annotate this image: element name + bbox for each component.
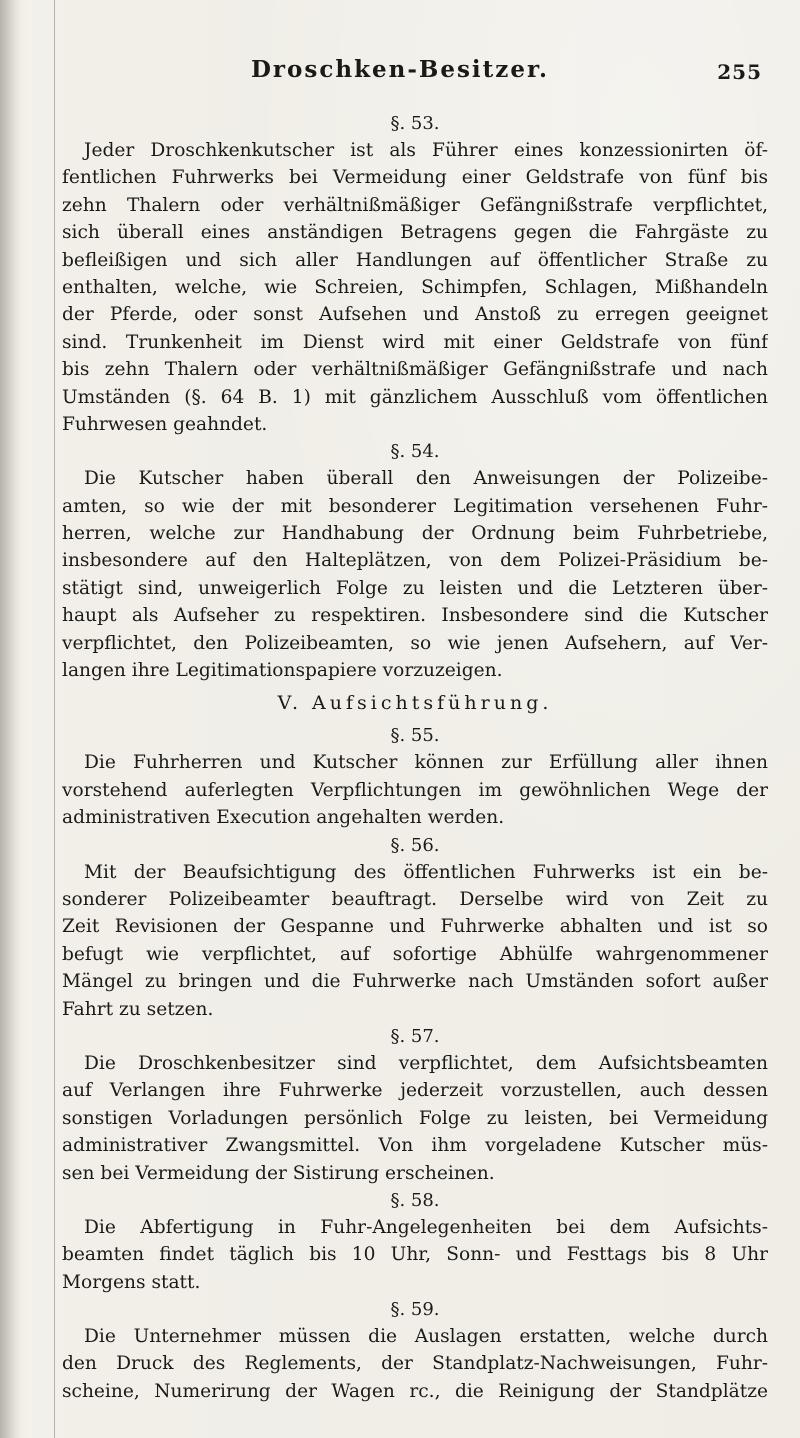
text-line: der Pferde, oder sonst Aufsehen und Anstoß zu erregen geeignet <box>62 304 768 326</box>
text-line: amten, so wie der mit besonderer Legitimation versehenen Fuhr- <box>62 495 768 517</box>
section-number: §. 59. <box>390 1299 440 1321</box>
text-line: Jeder Droschkenkutscher ist als Führer eines konzessionirten öf- <box>84 140 768 161</box>
text-line: Umständen (§. 64 B. 1) mit gänzlichem Ausschluß vom öffentlichen <box>62 386 768 408</box>
text-line: auf Verlangen ihre Fuhrwerke jederzeit vorzustellen, auch dessen <box>62 1080 768 1102</box>
text-line: sich überall eines anständigen Betragens gegen die Fahrgäste zu <box>62 222 768 244</box>
text-line: stätigt sind, unweigerlich Folge zu leisten und die Letzteren über- <box>62 577 768 599</box>
section-number: §. 58. <box>390 1189 440 1211</box>
text-line: Mit der Beaufsichtigung des öffentlichen Fuhrwerks ist ein be- <box>84 861 768 883</box>
margin-rule <box>54 0 55 1438</box>
text-line: sind. Trunkenheit im Dienst wird mit einer Geldstrafe von fünf <box>62 331 768 353</box>
text-line: Fahrt zu setzen. <box>62 998 214 1020</box>
text-line: langen ihre Legitimationspapiere vorzuzeigen. <box>62 660 503 682</box>
text-line: beamten findet täglich bis 10 Uhr, Sonn- und Festtags bis 8 Uhr <box>62 1244 768 1266</box>
text-line: Mängel zu bringen und die Fuhrwerke nach Umständen sofort außer <box>62 971 768 993</box>
text-line: Die Droschkenbesitzer sind verpflichtet, dem Aufsichtsbeamten <box>84 1052 768 1074</box>
text-line: insbesondere auf den Halteplätzen, von dem Polizei-Präsidium be- <box>62 550 768 572</box>
text-line: befugt wie verpflichtet, auf sofortige Abhülfe wahrgenommener <box>62 943 768 965</box>
text-line: den Druck des Reglements, der Standplatz-Nachweisungen, Fuhr- <box>62 1353 768 1375</box>
binding-shadow <box>0 0 22 1438</box>
text-line: vorstehend auferlegten Verpflichtungen im gewöhnlichen Wege der <box>62 779 768 801</box>
section-number: §. 56. <box>390 834 440 856</box>
text-line: Die Unternehmer müssen die Auslagen erstatten, welche durch <box>84 1326 768 1348</box>
running-title: Droschken-Besitzer. <box>250 56 549 83</box>
text-line: fentlichen Fuhrwerks bei Vermeidung einer Geldstrafe von fünf bis <box>62 167 768 189</box>
text-line: herren, welche zur Handhabung der Ordnung beim Fuhrbetriebe, <box>62 523 768 545</box>
text-line: sonderer Polizeibeamter beauftragt. Derselbe wird von Zeit zu <box>62 888 768 910</box>
text-line: Zeit Revisionen der Gespanne und Fuhrwerke abhalten und ist so <box>62 916 768 938</box>
text-line: Fuhrwesen geahndet. <box>62 413 268 435</box>
text-line: enthalten, welche, wie Schreien, Schimpfen, Schlagen, Mißhandeln <box>62 276 768 298</box>
text-line: verpflichtet, den Polizeibeamten, so wie jenen Aufsehern, auf Ver- <box>62 632 768 654</box>
text-line: Morgens statt. <box>62 1271 201 1293</box>
text-line: administrativen Execution angehalten werden. <box>62 807 505 829</box>
text-line: befleißigen und sich aller Handlungen auf öffentlicher Straße zu <box>62 249 768 271</box>
text-line: Die Abfertigung in Fuhr-Angelegenheiten bei dem Aufsichts- <box>84 1216 768 1238</box>
text-line: Die Kutscher haben überall den Anweisungen der Polizeibe- <box>84 468 768 490</box>
text-line: bis zehn Thalern oder verhältnißmäßiger Gefängnißstrafe und nach <box>62 359 768 381</box>
page-number: 255 <box>717 60 762 84</box>
text-line: scheine, Numerirung der Wagen rc., die Reinigung der Standplätze <box>62 1380 768 1402</box>
chapter-heading: V. Aufsichtsführung. <box>277 692 553 715</box>
text-line: haupt als Aufseher zu respektiren. Insbesondere sind die Kutscher <box>62 605 768 627</box>
section-number: §. 55. <box>390 725 440 747</box>
section-number: §. 57. <box>390 1025 440 1047</box>
text-line: Die Fuhrherren und Kutscher können zur Erfüllung aller ihnen <box>84 752 768 774</box>
section-number: §. 53. <box>390 113 440 134</box>
text-line: sonstigen Vorladungen persönlich Folge zu leisten, bei Vermeidung <box>62 1107 768 1129</box>
main-text <box>62 110 768 1405</box>
page-header <box>0 56 800 96</box>
text-line: administrativer Zwangsmittel. Von ihm vorgeladene Kutscher müs- <box>62 1135 768 1157</box>
text-line: zehn Thalern oder verhältnißmäßiger Gefängnißstrafe verpflichtet, <box>62 194 768 216</box>
section-number: §. 54. <box>390 441 440 463</box>
text-line: sen bei Vermeidung der Sistirung erscheinen. <box>62 1162 495 1184</box>
